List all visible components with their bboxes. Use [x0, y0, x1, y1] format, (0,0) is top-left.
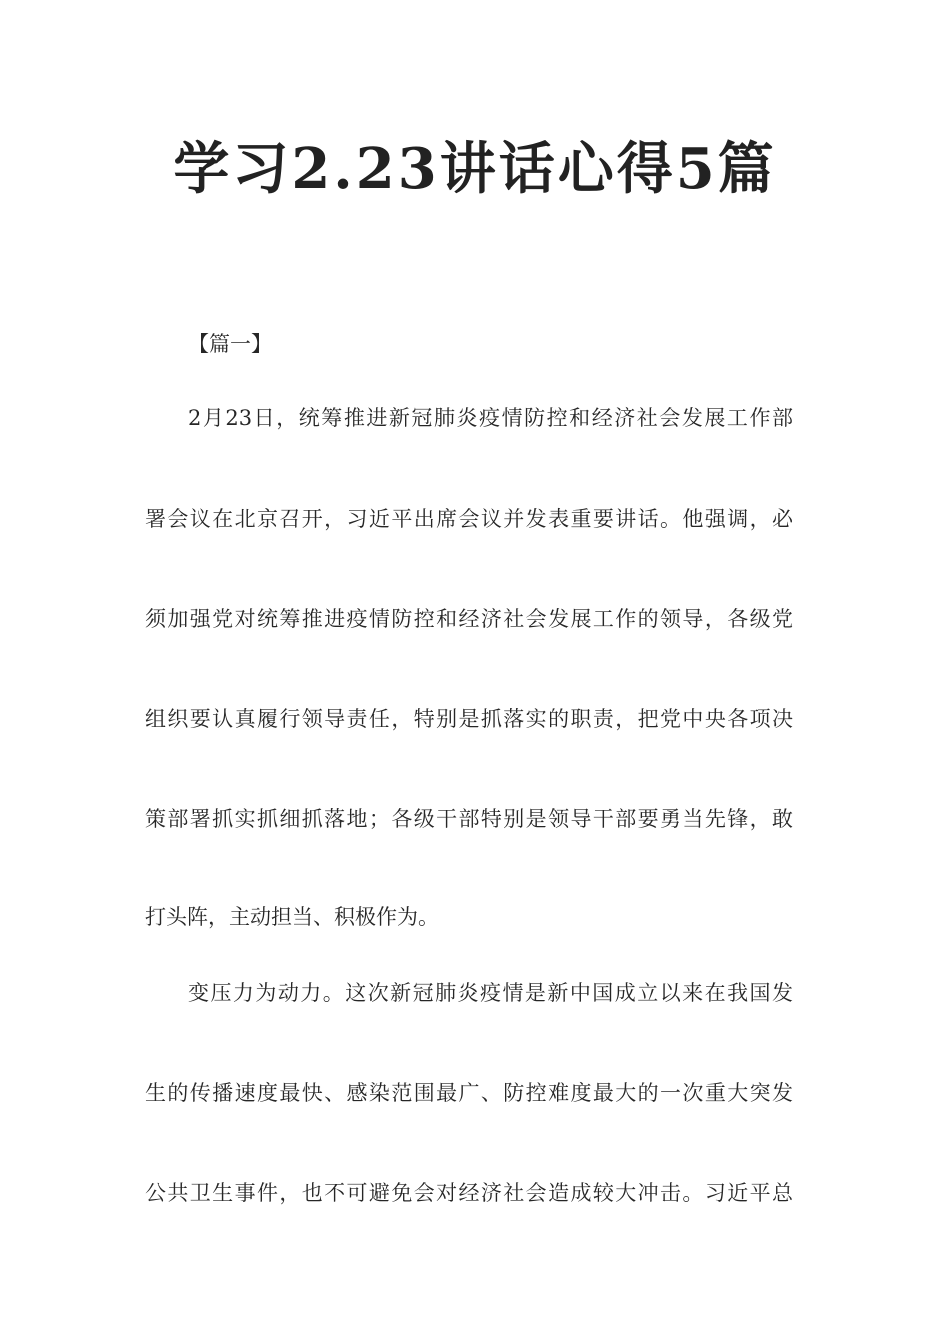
paragraph-line: 须加强党对统筹推进疫情防控和经济社会发展工作的领导，各级党 — [145, 607, 793, 631]
document-title: 学习2.23讲话心得5篇 — [173, 136, 777, 202]
paragraph-line: 公共卫生事件，也不可避免会对经济社会造成较大冲击。习近平总 — [145, 1181, 793, 1205]
paragraph-line: 署会议在北京召开，习近平出席会议并发表重要讲话。他强调，必 — [145, 507, 793, 531]
paragraph-line: 组织要认真履行领导责任，特别是抓落实的职责，把党中央各项决 — [145, 707, 793, 731]
paragraph-line: 打头阵，主动担当、积极作为。 — [145, 905, 439, 929]
paragraph-line: 2月23日，统筹推进新冠肺炎疫情防控和经济社会发展工作部 — [188, 406, 793, 430]
paragraph-line: 生的传播速度最快、感染范围最广、防控难度最大的一次重大突发 — [145, 1081, 793, 1105]
paragraph-line: 变压力为动力。这次新冠肺炎疫情是新中国成立以来在我国发 — [188, 981, 793, 1005]
section-heading: 【篇一】 — [188, 332, 272, 356]
paragraph-line: 策部署抓实抓细抓落地；各级干部特别是领导干部要勇当先锋，敢 — [145, 807, 793, 831]
